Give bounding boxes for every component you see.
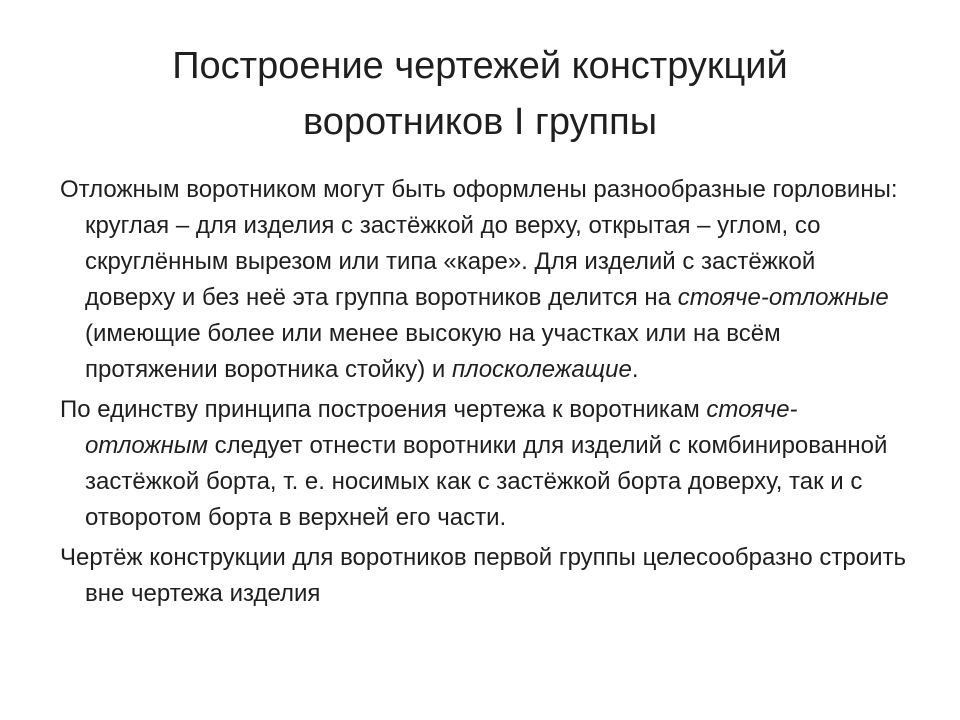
paragraph-1-text-1: Отложным воротником могут быть оформлены разнообразные горловины: круглая – для изделия с застёжкой до верху, открытая – углом, со скруглённым вырезом или типа «каре». Для изделий с застёжкой доверху и без неё эта группа воротников делится на [60,176,898,311]
paragraph-1-emphasis-1: стояче-отложные [677,284,889,311]
paragraph-2-text-2: следует отнести воротники для изделий с комбинированной застёжкой борта, т. е. носимых как с застёжкой борта доверху, так и с отворотом борта в верхней его части. [85,432,888,531]
paragraph-1 [60,172,912,388]
slide-title [66,38,894,150]
title-line-1: Построение чертежей конструкций [172,45,788,87]
paragraph-3-text-1: Чертёж конструкции для воротников первой группы целесообразно строить вне чертежа изделия [60,544,906,607]
paragraph-3 [60,540,912,612]
paragraph-1-text-3: . [631,356,639,383]
paragraph-2 [60,392,912,536]
paragraph-2-emphasis-1: стояче-отложным [85,396,798,459]
paragraph-1-text-2: (имеющие более или менее высокую на участках или на всём протяжении воротника стойку) и [85,320,781,383]
slide-body [60,172,912,616]
title-line-2: воротников I группы [302,101,658,143]
paragraph-1-emphasis-2: плосколежащие [451,356,632,383]
paragraph-2-text-1: По единству принципа построения чертежа к воротникам [60,396,707,423]
